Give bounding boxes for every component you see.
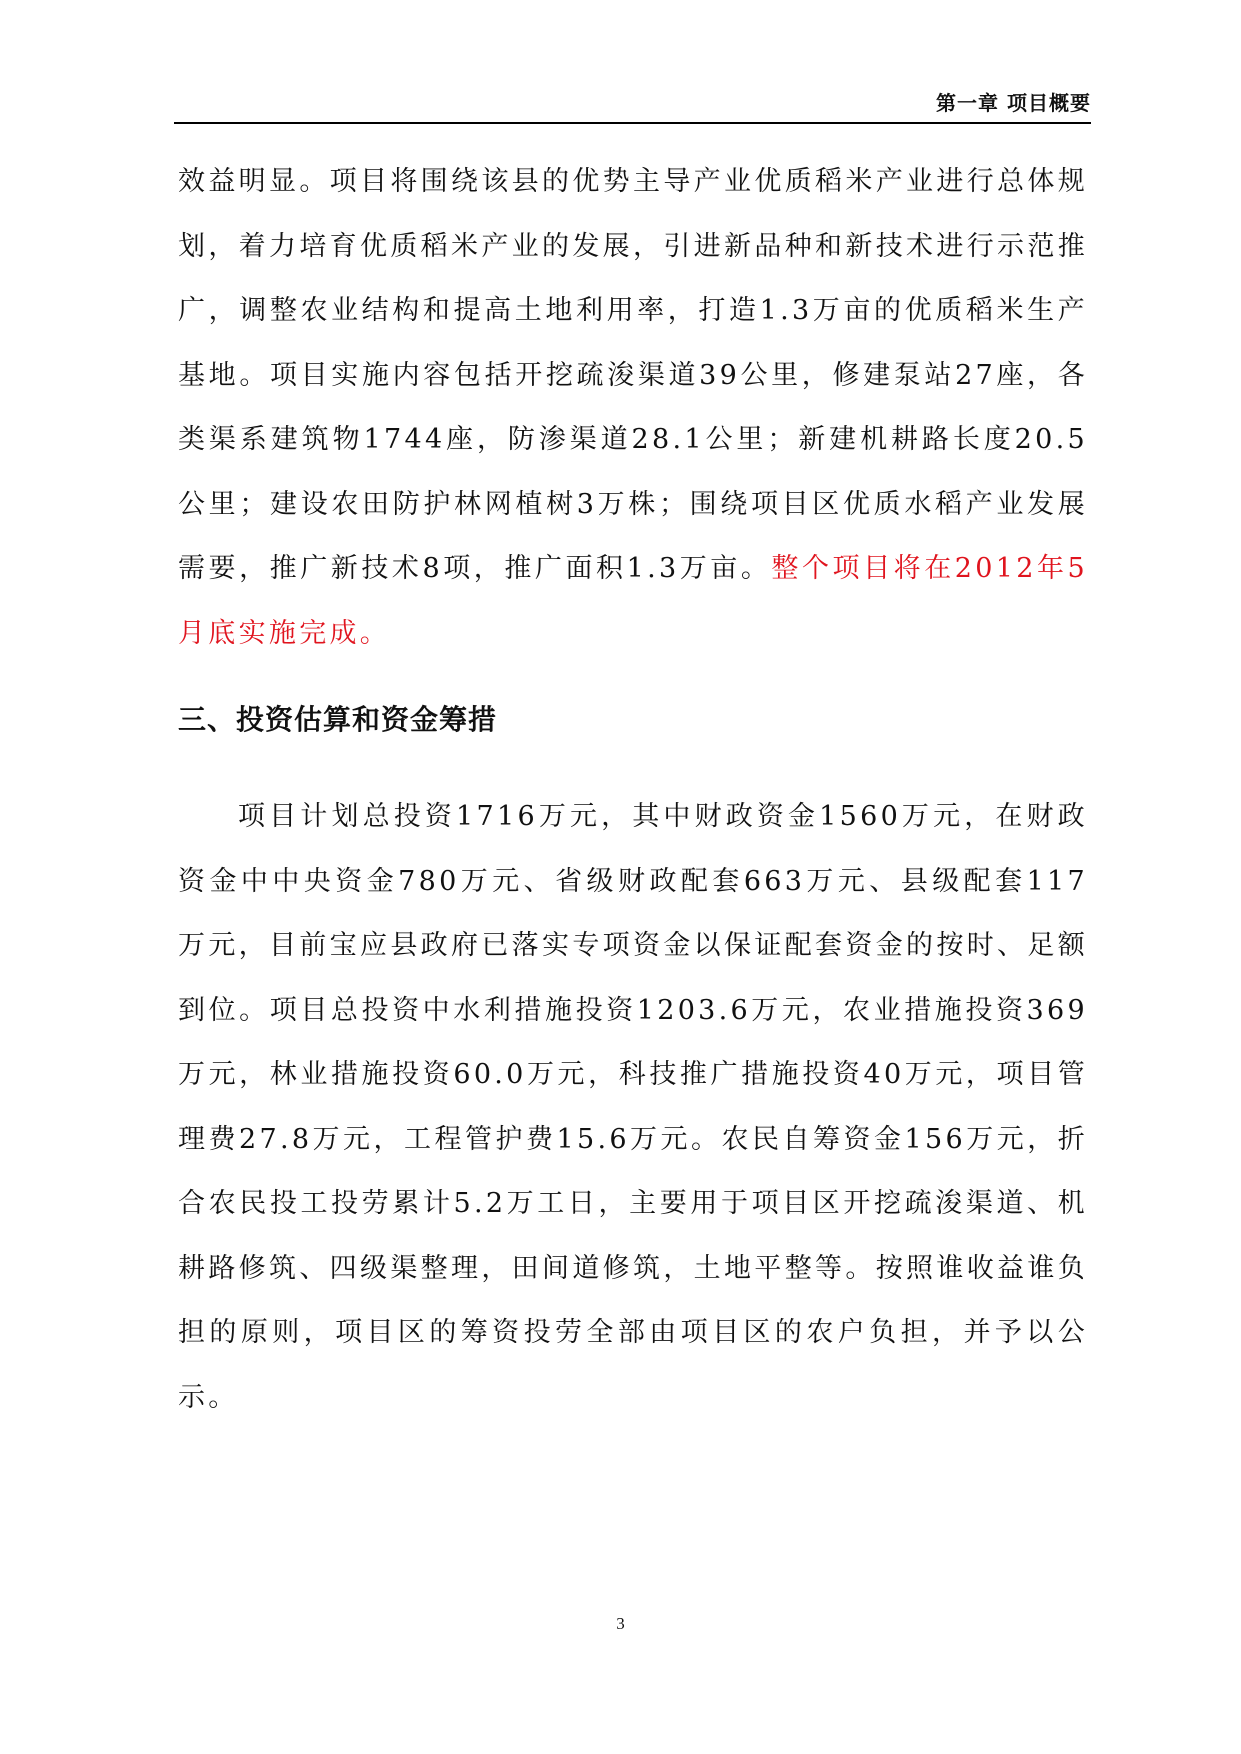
body-paragraph-1 [178, 150, 1088, 666]
page-number: 3 [616, 1614, 625, 1633]
running-header [174, 88, 1091, 122]
highlighted-completion-date: 整个项目将在2012年5月底实施完成。 [178, 553, 1088, 649]
chapter-title: 第一章 项目概要 [936, 91, 1091, 115]
paragraph-1-text: 效益明显。项目将围绕该县的优势主导产业优质稻米产业进行总体规划，着力培育优质稻米产业的发展，引进新品种和新技术进行示范推广，调整农业结构和提高土地利用率，打造1.3万亩的优质稻米生产基地。项目实施内容包括开挖疏浚渠道39公里，修建泵站27座，各类渠系建筑物1744座，防渗渠道28.1公里；新建机耕路长度20.5公里；建设农田防护林网植树3万株；围绕项目区优质水稻产业发展需要，推广新技术8项，推广面积1.3万亩。 [178, 166, 1088, 584]
header-rule [174, 122, 1091, 124]
body-paragraph-investment: 项目计划总投资1716万元，其中财政资金1560万元，在财政资金中中央资金780万元、省级财政配套663万元、县级配套117万元，目前宝应县政府已落实专项资金以保证配套资金的按时、足额到位。项目总投资中水利措施投资1203.6万元，农业措施投资369万元，林业措施投资60.0万元，科技推广措施投资40万元，项目管理费27.8万元，工程管护费15.6万元。农民自筹资金156万元，折合农民投工投劳累计5.2万工日，主要用于项目区开挖疏浚渠道、机耕路修筑、四级渠整理，田间道修筑，土地平整等。按照谁收益谁负担的原则，项目区的筹资投劳全部由项目区的农户负担，并予以公示。 [178, 801, 1088, 1413]
section-heading-investment: 三、投资估算和资金筹措 [178, 703, 498, 736]
